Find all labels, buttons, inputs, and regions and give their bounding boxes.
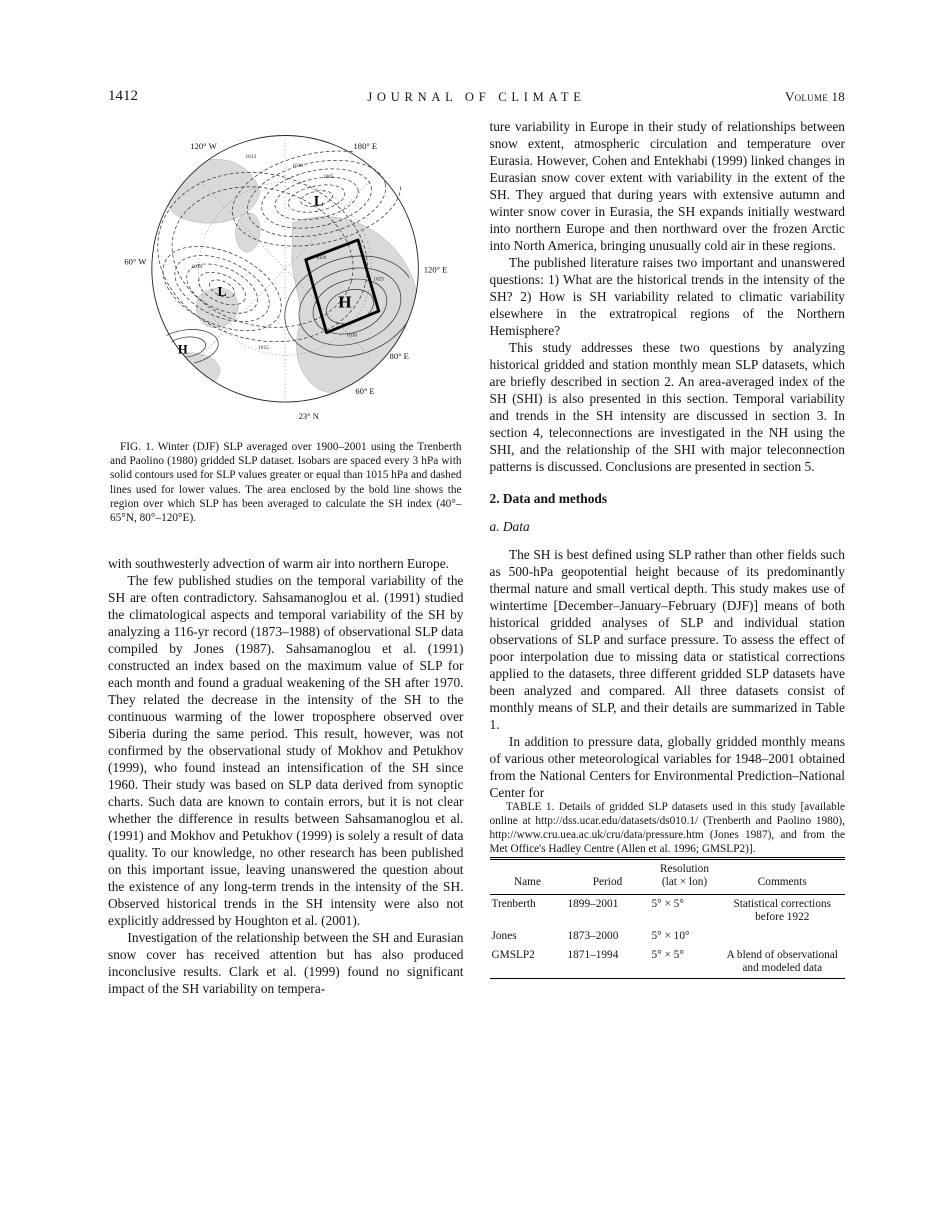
section-heading-data-and-methods: 2. Data and methods bbox=[489, 491, 608, 506]
isobar-value-label: 1010 bbox=[191, 263, 202, 270]
cell-name: Trenberth bbox=[491, 897, 536, 910]
isobar-value-label: 1020 bbox=[315, 254, 327, 261]
journal-title: JOURNAL OF CLIMATE bbox=[367, 90, 586, 104]
map-label-23n: 23° N bbox=[298, 411, 319, 422]
volume-label: Volume 18 bbox=[785, 89, 845, 104]
map-label-80e: 80° E bbox=[389, 350, 409, 361]
left-column bbox=[108, 118, 464, 997]
cell-comments: Statistical corrections before 1922 bbox=[733, 897, 832, 924]
low-center-label-1: L bbox=[313, 193, 324, 210]
col-header-comments: Comments bbox=[720, 858, 846, 894]
subsection-heading-data: a. Data bbox=[489, 519, 530, 534]
isobar-value-label: 1010 bbox=[292, 163, 303, 170]
figure-1-caption: FIG. 1. Winter (DJF) SLP averaged over 1900–2001 using the Trenberth and Paolino (1980) gridded SLP dataset. Isobars are spaced every 3 hPa with solid contours used for SLP values greater or equal than 1015 hPa and dashed lines used for lower values. The area enclosed by the bold line shows the region over which SLP has been averaged to calculate the SH index (40°–65°N, 80°–120°E). bbox=[110, 440, 462, 524]
isobar-value-label: 1013 bbox=[245, 154, 257, 161]
cell-resolution: 5° × 5° bbox=[651, 948, 684, 961]
cell-resolution: 5° × 5° bbox=[651, 897, 684, 910]
body-paragraph: The published literature raises two important and unanswered questions: 1) What are the historical trends in the intensity of the SH? 2) How is SH variability related to climatic variability elsewhere in the extratropical regions of the Northern Hemisphere? bbox=[489, 255, 845, 338]
figure-1 bbox=[108, 122, 464, 525]
col-header-name: Name bbox=[490, 858, 566, 894]
cell-period: 1899–2001 bbox=[567, 897, 619, 910]
body-paragraph: The SH is best defined using SLP rather than other fields such as 500-hPa geopotential height because of its predominantly thermal nature and small vertical depth. This study makes use of wintertime [December–January–February (DJF)] means of both historical gridded analyses of SLP and individual station observations of SLP and surface pressure. To assess the effect of poor interpolation due to missing data or statistical corrections applied to the datasets, three different gridded SLP datasets have been analyzed and compared. All three datasets consist of monthly means of SLP, and their details are summarized in Table 1. bbox=[489, 547, 845, 732]
col-header-period: Period bbox=[566, 858, 650, 894]
low-center-label-2: L bbox=[217, 283, 227, 299]
body-paragraph: with southwesterly advection of warm air into northern Europe. bbox=[108, 556, 449, 572]
cell-period: 1873–2000 bbox=[567, 930, 619, 942]
cell-resolution: 5° × 10° bbox=[651, 930, 690, 942]
table-row bbox=[490, 927, 846, 946]
cell-comments bbox=[720, 927, 846, 946]
map-label-120w: 120° W bbox=[190, 141, 217, 152]
body-paragraph: In addition to pressure data, globally gridded monthly means of various other meteorological variables for 1948–2001 obtained from the National Centers for Environmental Prediction–National Center for bbox=[489, 734, 845, 800]
map-label-60e: 60° E bbox=[355, 385, 375, 396]
isobar-value-label: 1025 bbox=[373, 276, 384, 283]
page-number: 1412 bbox=[108, 88, 138, 104]
polar-slp-map bbox=[114, 122, 458, 430]
isobar-value-label: 1015 bbox=[257, 344, 269, 351]
right-column bbox=[490, 118, 846, 997]
map-label-60w: 60° W bbox=[124, 256, 147, 267]
cell-period: 1871–1994 bbox=[567, 948, 619, 961]
body-paragraph: Investigation of the relationship between the SH and Eurasian snow cover has received attention but has also produced inconclusive results. Clark et al. (1999) found no significant impact of the SH variability on tempera- bbox=[108, 930, 464, 997]
high-center-label-1: H bbox=[337, 292, 352, 312]
body-paragraph: ture variability in Europe in their study of relationships between snow extent, atmospheric circulation and temperature over Eurasia. However, Cohen and Entekhabi (1999) linked changes in Eurasian snow cover extent with variability in the extent of the SH. They argued that during years with extensive autumn and winter snow cover in Eurasia, the SH expands initially westward into northern Europe and then northward over the frozen Arctic into North America, bringing unusually cold air in these regions. bbox=[489, 119, 845, 253]
table-header-row bbox=[490, 858, 846, 894]
high-center-label-2: H bbox=[177, 342, 188, 357]
table-row bbox=[490, 946, 846, 979]
running-head bbox=[108, 88, 845, 108]
col-header-resolution: Resolution (lat × lon) bbox=[650, 858, 720, 894]
isobar-value-label: 1005 bbox=[322, 173, 334, 180]
cell-comments: A blend of observational and modeled data bbox=[726, 948, 838, 975]
map-label-180e: 180° E bbox=[353, 141, 377, 152]
cell-name: GMSLP2 bbox=[491, 948, 535, 961]
body-paragraph: This study addresses these two questions by analyzing historical gridded and station monthly mean SLP datasets, which are briefly described in section 2. An area-averaged index of the SH (SHI) is also presented in this section. Temporal variability and trends in the SH intensity are discussed in section 3. In section 4, teleconnections are investigated in the NH using the SHI, and the relationship of the SHI with major teleconnection patterns is discussed. Conclusions are presented in section 5. bbox=[489, 340, 845, 474]
cell-name: Jones bbox=[491, 930, 517, 942]
table-1-caption: TABLE 1. Details of gridded SLP datasets used in this study [available online at http://dss.ucar.edu/datasets/ds010.1/ (Trenberth and Paolino 1980), http://www.cru.uea.ac.uk/cru/data/pressure.htm (Jones 1987), and from the Met Office's Hadley Centre (Allen et al. 1996; GMSLP2)]. bbox=[489, 801, 845, 855]
slp-datasets-table bbox=[490, 857, 846, 979]
body-paragraph: The few published studies on the temporal variability of the SH are often contradictory. Sahsamanoglou et al. (1991) studied the climatological aspects and temporal variability of the SH by analyzing a 116-yr record (1873–1988) of observational SLP data compiled by Jones (1987). Sahsamanoglou et al. (1991) constructed an index based on the maximum value of SLP for each month and found a gradual weakening of the SH after 1970. They related the decrease in the intensity of the SH to the continuous warming of the lower troposphere observed over Siberia during the same period. This result, however, was not confirmed by the observational study of Mokhov and Petukhov (1999), who found instead an intensification of the SH since 1960. Their study was based on SLP data derived from synoptic charts. Such data are known to contain errors, but it is not clear whether the difference in results between Sahsamanoglou et al. (1991) and Mokhov and Petukhov (1999) is solely a result of data quality. To our knowledge, no other research has been published on this important issue, leaving unanswered the question about the existence of any long-term trends in the intensity of the SH. Observed historical trends in the SH intensity were also not explicitly addressed by Houghton et al. (2001). bbox=[108, 573, 464, 929]
table-row bbox=[490, 894, 846, 927]
map-label-120e: 120° E bbox=[423, 264, 448, 275]
isobar-value-label: 1030 bbox=[346, 332, 357, 339]
two-column-body bbox=[108, 118, 845, 997]
